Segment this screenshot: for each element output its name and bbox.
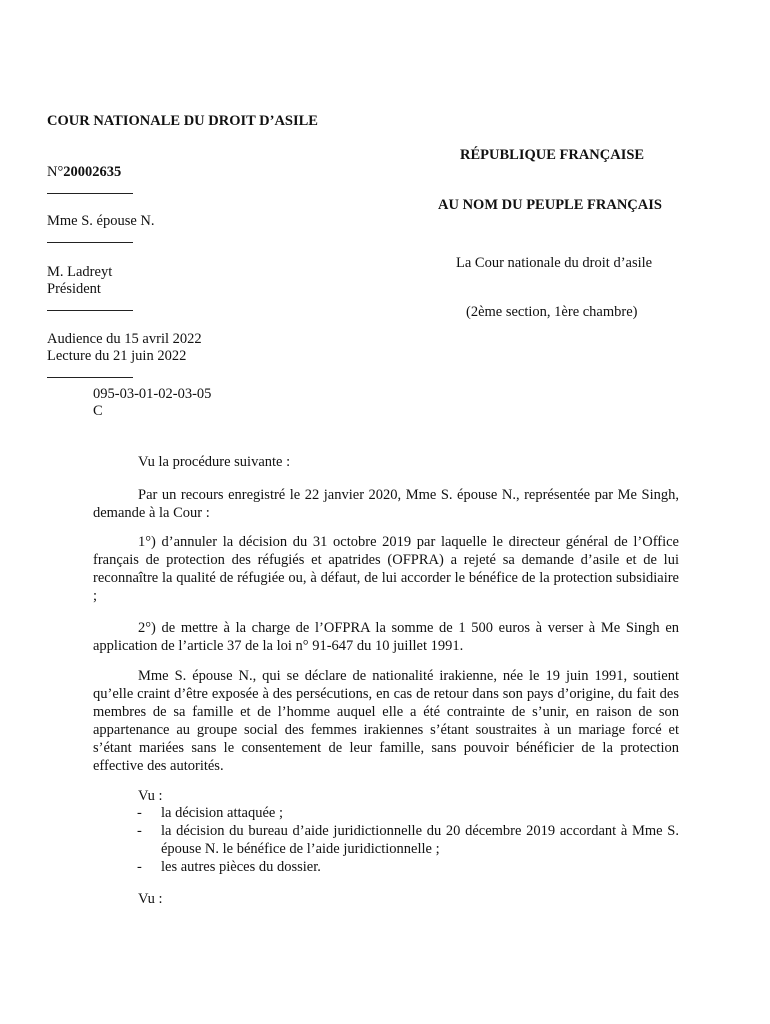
- list-dash: -: [137, 823, 142, 839]
- judge-title: Président: [47, 281, 101, 297]
- list-dash: -: [137, 859, 142, 875]
- separator-rule: [47, 310, 133, 311]
- case-number-prefix: N°: [47, 164, 64, 180]
- vu-label-second: Vu :: [138, 891, 163, 907]
- vu-list: [137, 804, 679, 876]
- case-number: 20002635: [63, 164, 122, 180]
- procedure-intro: Vu la procédure suivante :: [138, 454, 291, 470]
- list-item: - la décision attaquée ;: [137, 805, 283, 821]
- list-item: - la décision du bureau d’aide juridictionnelle du 20 décembre 2019 accordant à Mme S. épouse N. le bénéfice de l’aide juridictionnelle ;: [137, 823, 679, 857]
- court-name: COUR NATIONALE DU DROIT D’ASILE: [47, 113, 318, 129]
- classification-code: 095-03-01-02-03-05: [93, 386, 212, 402]
- peuple-heading: AU NOM DU PEUPLE FRANÇAIS: [438, 197, 662, 213]
- list-dash: -: [137, 805, 142, 821]
- separator-rule: [47, 193, 133, 194]
- court-intro: La Cour nationale du droit d’asile: [456, 255, 653, 271]
- paragraph-annulation: 1°) d’annuler la décision du 31 octobre 2019 par laquelle le directeur général de l’Office français de protection des réfugiés et apatrides (OFPRA) a rejeté sa demande d’asile et de lui reconnaître la qualité de réfugiée ou, à défaut, de lui accorder le bénéfice de la protection subsidiaire ;: [93, 534, 679, 604]
- separator-rule: [47, 242, 133, 243]
- paragraph-recours: Par un recours enregistré le 22 janvier 2020, Mme S. épouse N., représentée par Me Singh, demande à la Cour :: [93, 487, 679, 521]
- separator-rule: [47, 377, 133, 378]
- case-number-line: [47, 163, 121, 181]
- reading-date: Lecture du 21 juin 2022: [47, 348, 187, 364]
- classification-letter: C: [93, 403, 103, 419]
- section-chamber: (2ème section, 1ère chambre): [466, 304, 638, 320]
- vu-label: Vu :: [138, 788, 163, 804]
- hearing-date: Audience du 15 avril 2022: [47, 331, 202, 347]
- paragraph-frais: 2°) de mettre à la charge de l’OFPRA la somme de 1 500 euros à verser à Me Singh en application de l’article 37 de la loi n° 91-647 du 10 juillet 1991.: [93, 620, 679, 654]
- applicant-name: Mme S. épouse N.: [47, 213, 155, 229]
- judge-name: M. Ladreyt: [47, 264, 113, 280]
- list-item: - les autres pièces du dossier.: [137, 859, 321, 875]
- republic-heading: RÉPUBLIQUE FRANÇAISE: [460, 147, 645, 163]
- paragraph-moyens: Mme S. épouse N., qui se déclare de nationalité irakienne, née le 19 juin 1991, soutient qu’elle craint d’être exposée à des persécutions, en cas de retour dans son pays d’origine, du fait des membres de sa famille et de l’homme auquel elle a été contrainte de s’unir, en raison de son appartenance au groupe social des femmes irakiennes s’étant soustraites à un mariage forcé et s’étant mariées sans le consentement de leur famille, sans pouvoir bénéficier de la protection effective des autorités.: [93, 668, 679, 774]
